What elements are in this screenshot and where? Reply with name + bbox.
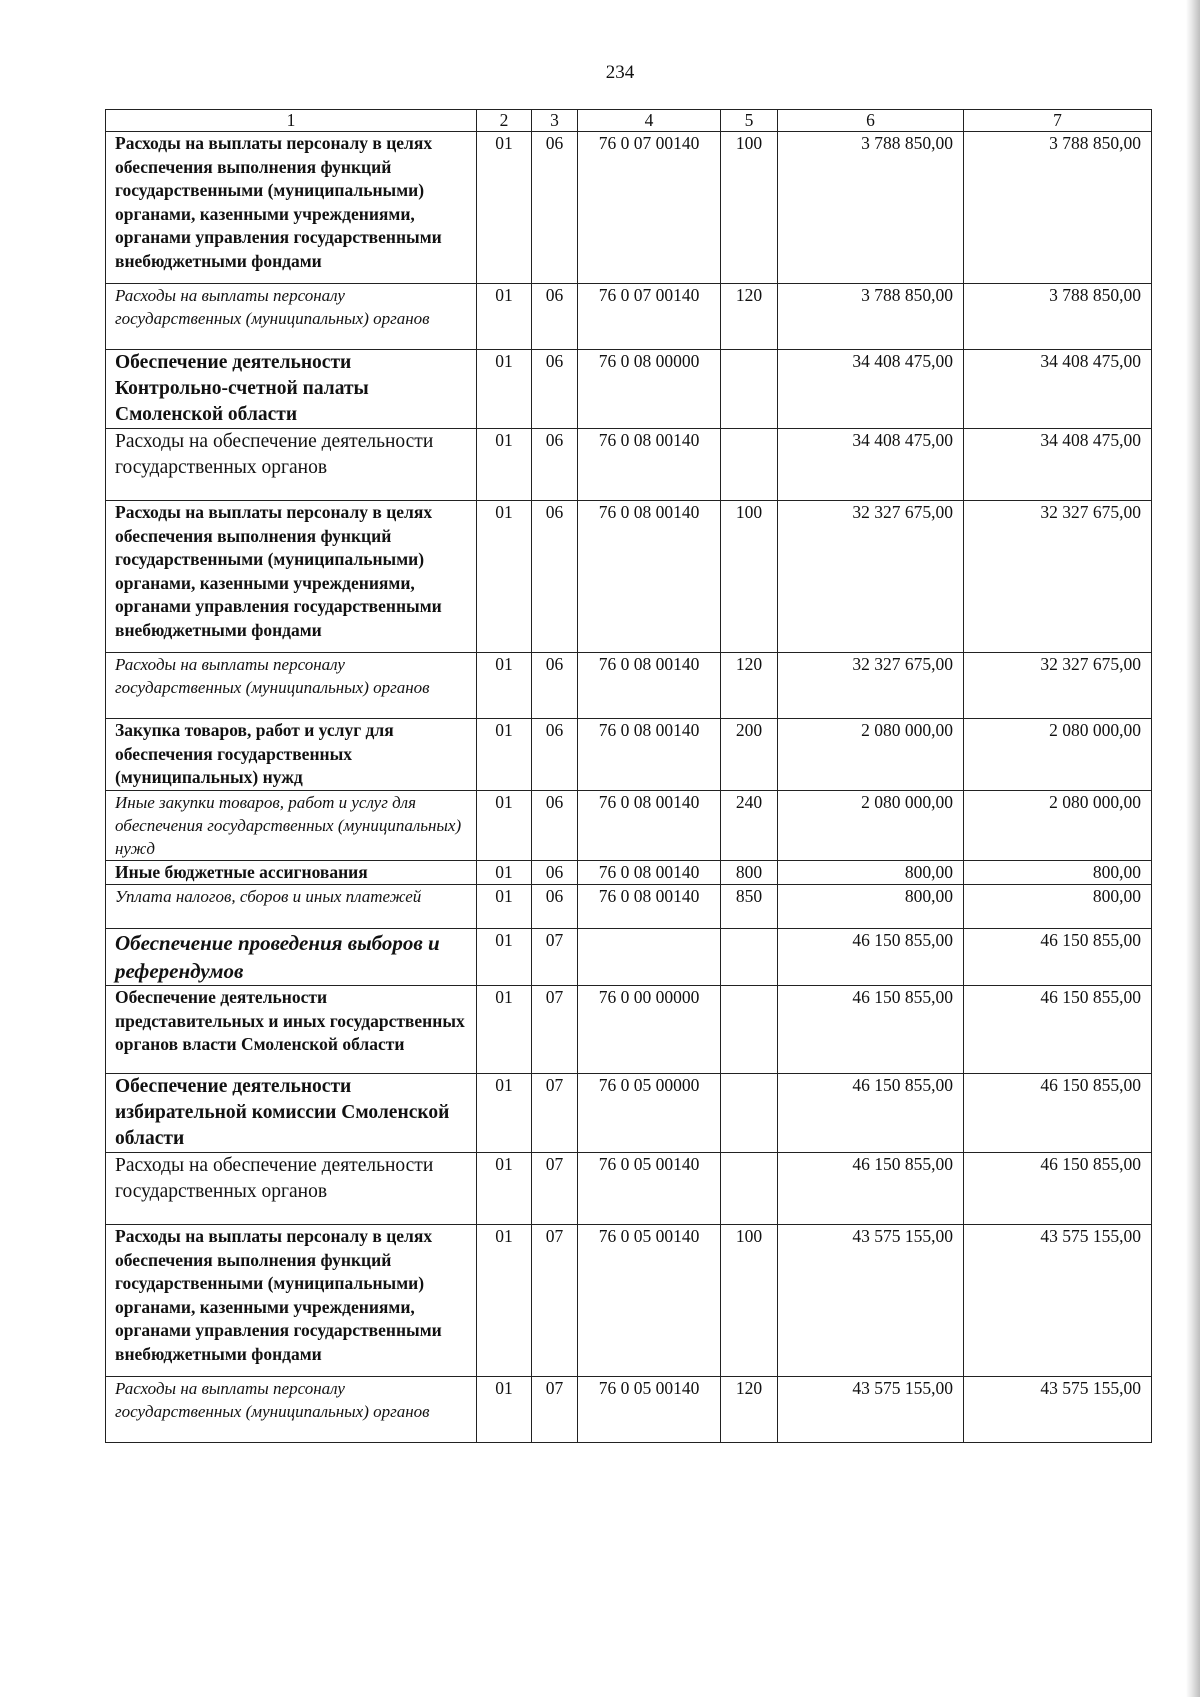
row-name-cell: Обеспечение деятельности представительных и иных государственных органов власти Смоленской области <box>106 986 477 1074</box>
expense-type-cell <box>721 929 778 986</box>
row-name-cell: Закупка товаров, работ и услуг для обеспечения государственных (муниципальных) нужд <box>106 719 477 791</box>
amount-year2-cell: 32 327 675,00 <box>964 501 1152 653</box>
expense-type-cell: 100 <box>721 501 778 653</box>
amount-year1-cell: 46 150 855,00 <box>778 929 964 986</box>
row-name-cell: Иные закупки товаров, работ и услуг для обеспечения государственных (муниципальных) нужд <box>106 790 477 860</box>
subsection-code-cell: 06 <box>532 885 578 929</box>
amount-year1-cell: 800,00 <box>778 885 964 929</box>
section-code-cell: 01 <box>477 790 532 860</box>
table-row <box>106 429 1152 501</box>
expense-type-cell <box>721 1074 778 1153</box>
expense-type-cell <box>721 986 778 1074</box>
table-row <box>106 929 1152 986</box>
table-row <box>106 132 1152 284</box>
amount-year2-cell: 32 327 675,00 <box>964 653 1152 719</box>
row-name-cell: Расходы на выплаты персоналу государственных (муниципальных) органов <box>106 284 477 350</box>
target-article-cell: 76 0 08 00140 <box>578 429 721 501</box>
subsection-code-cell: 07 <box>532 1074 578 1153</box>
table-row <box>106 790 1152 860</box>
amount-year2-cell: 46 150 855,00 <box>964 1153 1152 1225</box>
amount-year1-cell: 46 150 855,00 <box>778 986 964 1074</box>
amount-year1-cell: 43 575 155,00 <box>778 1225 964 1377</box>
amount-year1-cell: 46 150 855,00 <box>778 1153 964 1225</box>
amount-year2-cell: 3 788 850,00 <box>964 284 1152 350</box>
section-code-cell: 01 <box>477 653 532 719</box>
section-code-cell: 01 <box>477 929 532 986</box>
amount-year2-cell: 800,00 <box>964 885 1152 929</box>
target-article-cell: 76 0 08 00140 <box>578 790 721 860</box>
header-cell: 3 <box>532 110 578 132</box>
header-cell: 6 <box>778 110 964 132</box>
expense-type-cell: 240 <box>721 790 778 860</box>
target-article-cell: 76 0 05 00000 <box>578 1074 721 1153</box>
section-code-cell: 01 <box>477 1074 532 1153</box>
amount-year1-cell: 2 080 000,00 <box>778 719 964 791</box>
amount-year1-cell: 800,00 <box>778 860 964 885</box>
budget-table <box>105 109 1152 1443</box>
subsection-code-cell: 06 <box>532 132 578 284</box>
subsection-code-cell: 07 <box>532 929 578 986</box>
amount-year1-cell: 32 327 675,00 <box>778 501 964 653</box>
subsection-code-cell: 06 <box>532 860 578 885</box>
amount-year1-cell: 32 327 675,00 <box>778 653 964 719</box>
table-row <box>106 1377 1152 1443</box>
expense-type-cell: 100 <box>721 1225 778 1377</box>
subsection-code-cell: 07 <box>532 1225 578 1377</box>
target-article-cell: 76 0 00 00000 <box>578 986 721 1074</box>
target-article-cell: 76 0 07 00140 <box>578 132 721 284</box>
expense-type-cell: 120 <box>721 284 778 350</box>
amount-year1-cell: 3 788 850,00 <box>778 284 964 350</box>
section-code-cell: 01 <box>477 284 532 350</box>
table-row <box>106 860 1152 885</box>
subsection-code-cell: 07 <box>532 1377 578 1443</box>
target-article-cell: 76 0 08 00140 <box>578 885 721 929</box>
amount-year1-cell: 43 575 155,00 <box>778 1377 964 1443</box>
table-row <box>106 1074 1152 1153</box>
expense-type-cell: 800 <box>721 860 778 885</box>
header-cell: 5 <box>721 110 778 132</box>
target-article-cell: 76 0 08 00140 <box>578 860 721 885</box>
section-code-cell: 01 <box>477 1377 532 1443</box>
amount-year1-cell: 34 408 475,00 <box>778 429 964 501</box>
amount-year2-cell: 2 080 000,00 <box>964 790 1152 860</box>
amount-year1-cell: 34 408 475,00 <box>778 350 964 429</box>
row-name-cell: Расходы на обеспечение деятельности государственных органов <box>106 1153 477 1225</box>
table-row <box>106 1225 1152 1377</box>
section-code-cell: 01 <box>477 885 532 929</box>
amount-year1-cell: 2 080 000,00 <box>778 790 964 860</box>
amount-year2-cell: 3 788 850,00 <box>964 132 1152 284</box>
amount-year2-cell: 2 080 000,00 <box>964 719 1152 791</box>
expense-type-cell: 120 <box>721 1377 778 1443</box>
expense-type-cell: 100 <box>721 132 778 284</box>
target-article-cell: 76 0 05 00140 <box>578 1225 721 1377</box>
expense-type-cell: 850 <box>721 885 778 929</box>
amount-year1-cell: 46 150 855,00 <box>778 1074 964 1153</box>
section-code-cell: 01 <box>477 860 532 885</box>
subsection-code-cell: 06 <box>532 429 578 501</box>
row-name-cell: Расходы на выплаты персоналу государственных (муниципальных) органов <box>106 653 477 719</box>
section-code-cell: 01 <box>477 986 532 1074</box>
subsection-code-cell: 07 <box>532 1153 578 1225</box>
table-row <box>106 653 1152 719</box>
table-row <box>106 284 1152 350</box>
scan-edge-shadow <box>1186 0 1200 1697</box>
header-cell: 4 <box>578 110 721 132</box>
target-article-cell: 76 0 08 00140 <box>578 719 721 791</box>
amount-year2-cell: 34 408 475,00 <box>964 429 1152 501</box>
target-article-cell: 76 0 07 00140 <box>578 284 721 350</box>
target-article-cell: 76 0 08 00140 <box>578 653 721 719</box>
row-name-cell: Расходы на обеспечение деятельности государственных органов <box>106 429 477 501</box>
subsection-code-cell: 06 <box>532 501 578 653</box>
row-name-cell: Иные бюджетные ассигнования <box>106 860 477 885</box>
row-name-cell: Расходы на выплаты персоналу в целях обеспечения выполнения функций государственными (муниципальными) органами, казенными учреждениями, органами управления государственными внебюджетными фондами <box>106 1225 477 1377</box>
row-name-cell: Расходы на выплаты персоналу государственных (муниципальных) органов <box>106 1377 477 1443</box>
section-code-cell: 01 <box>477 501 532 653</box>
amount-year2-cell: 34 408 475,00 <box>964 350 1152 429</box>
section-code-cell: 01 <box>477 350 532 429</box>
table-row <box>106 885 1152 929</box>
header-cell: 7 <box>964 110 1152 132</box>
row-name-cell: Обеспечение деятельности Контрольно-счетной палаты Смоленской области <box>106 350 477 429</box>
row-name-cell: Обеспечение деятельности избирательной комиссии Смоленской области <box>106 1074 477 1153</box>
section-code-cell: 01 <box>477 132 532 284</box>
row-name-cell: Расходы на выплаты персоналу в целях обеспечения выполнения функций государственными (муниципальными) органами, казенными учреждениями, органами управления государственными внебюджетными фондами <box>106 501 477 653</box>
table-row <box>106 719 1152 791</box>
table-row <box>106 986 1152 1074</box>
section-code-cell: 01 <box>477 1153 532 1225</box>
table-row <box>106 350 1152 429</box>
target-article-cell <box>578 929 721 986</box>
subsection-code-cell: 06 <box>532 350 578 429</box>
row-name-cell: Расходы на выплаты персоналу в целях обеспечения выполнения функций государственными (муниципальными) органами, казенными учреждениями, органами управления государственными внебюджетными фондами <box>106 132 477 284</box>
amount-year2-cell: 46 150 855,00 <box>964 929 1152 986</box>
amount-year2-cell: 800,00 <box>964 860 1152 885</box>
table-header-row <box>106 110 1152 132</box>
amount-year2-cell: 46 150 855,00 <box>964 1074 1152 1153</box>
page-number: 234 <box>605 62 635 83</box>
subsection-code-cell: 07 <box>532 986 578 1074</box>
table-body <box>106 110 1152 1443</box>
subsection-code-cell: 06 <box>532 719 578 791</box>
header-cell: 2 <box>477 110 532 132</box>
target-article-cell: 76 0 05 00140 <box>578 1377 721 1443</box>
target-article-cell: 76 0 08 00140 <box>578 501 721 653</box>
table-row <box>106 1153 1152 1225</box>
expense-type-cell <box>721 429 778 501</box>
target-article-cell: 76 0 05 00140 <box>578 1153 721 1225</box>
section-code-cell: 01 <box>477 429 532 501</box>
section-code-cell: 01 <box>477 1225 532 1377</box>
amount-year2-cell: 43 575 155,00 <box>964 1225 1152 1377</box>
amount-year2-cell: 43 575 155,00 <box>964 1377 1152 1443</box>
row-name-cell: Обеспечение проведения выборов и референдумов <box>106 929 477 986</box>
row-name-cell: Уплата налогов, сборов и иных платежей <box>106 885 477 929</box>
expense-type-cell <box>721 1153 778 1225</box>
target-article-cell: 76 0 08 00000 <box>578 350 721 429</box>
amount-year1-cell: 3 788 850,00 <box>778 132 964 284</box>
section-code-cell: 01 <box>477 719 532 791</box>
subsection-code-cell: 06 <box>532 790 578 860</box>
expense-type-cell <box>721 350 778 429</box>
subsection-code-cell: 06 <box>532 284 578 350</box>
amount-year2-cell: 46 150 855,00 <box>964 986 1152 1074</box>
table-row <box>106 501 1152 653</box>
expense-type-cell: 200 <box>721 719 778 791</box>
subsection-code-cell: 06 <box>532 653 578 719</box>
expense-type-cell: 120 <box>721 653 778 719</box>
header-cell: 1 <box>106 110 477 132</box>
